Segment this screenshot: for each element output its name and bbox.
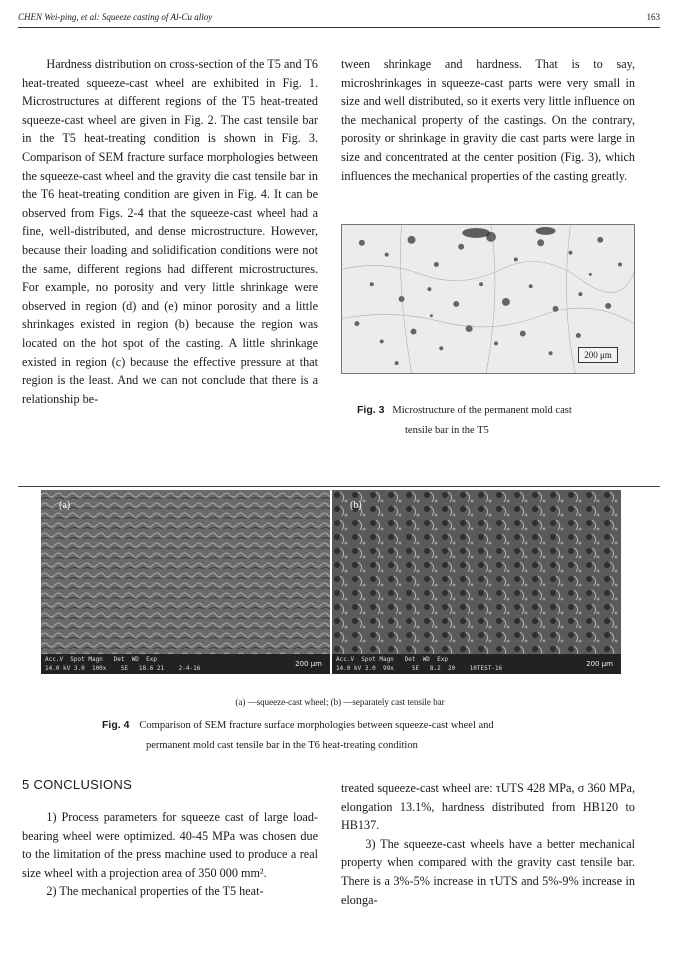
left-column xyxy=(22,55,318,408)
figure-3-caption xyxy=(357,400,637,441)
running-head: CHEN Wei-ping, et al: Squeeze casting of Al-Cu alloy xyxy=(18,12,213,22)
figure-3-tag: Fig. 3 xyxy=(357,404,385,416)
figure-4-caption-line2: permanent mold cast tensile bar in the T6 heat-treating condition xyxy=(146,740,418,751)
sem-image-a xyxy=(41,490,330,674)
figure-rule xyxy=(18,486,660,487)
figure-3-caption-text: Microstructure of the permanent mold cast xyxy=(392,405,572,416)
conclusion-item-3: 3) The squeeze-cast wheels have a better mechanical property when compared with the gravity cast tensile bar. There is a 3%-5% increase in τUTS and 5%-9% increase in elonga- xyxy=(341,836,635,907)
page-header xyxy=(18,8,660,28)
figure-4a-sem xyxy=(41,490,330,674)
body-paragraph: Hardness distribution on cross-section of the T5 and T6 heat-treated squeeze-cast wheel are exhibited in Fig. 1. Microstructures at different regions of the T5 heat-treated squeeze-cast wheel are given in Fig. 2. The cast tensile bar in the T5 heat-treating condition is shown in Fig. 3. Comparison of SEM fracture surface morphologies between the squeeze-cast wheel and the gravity die cast tensile bar in the T6 heat-treating condition are given in Fig. 4. It can be observed from Figs. 2-4 that the squeeze-cast wheel had a fine, well-distributed, and dense microstructure. However, because their loading and solidification conditions were not the same, different regions had different microstructures. For example, no porosity and very little shrinkage were observed in region (d) and (e) minor porosity and a little shrinkages existed in region (b) because the region was located on the hot spot of the casting. A little shrinkage existed in region (c) because the effective pressure at that region is the least. And we can not conclude that there is a relationship be- xyxy=(22,57,318,406)
conclusion-item-2-continued: treated squeeze-cast wheel are: τUTS 428 MPa, σ 360 MPa, elongation 13.1%, hardness distributed from HB120 to HB137. xyxy=(341,781,635,833)
sem-image-b xyxy=(332,490,621,674)
body-paragraph-continued: tween shrinkage and hardness. That is to say, microshrinkages in squeeze-cast parts were very small in size and well distributed, so it exerts very little influence on the mechanical property of the castings. On the contrary, porosity or shrinkage in gravity die cast parts were large in size and concentrated at the center position (Fig. 3), which influences the mechanical properties of the casting greatly. xyxy=(341,57,635,183)
panel-a-label: (a) xyxy=(59,500,71,511)
section-heading: 5 CONCLUSIONS xyxy=(22,777,133,792)
sem-info-bar-a: Acc.V Spot Magn Det WD Exp 14.0 kV 3.0 100x SE 18.6 21 2-4-16 xyxy=(41,654,330,674)
right-column xyxy=(341,55,635,185)
conclusions-right-column xyxy=(341,779,635,909)
panel-b-label: (b) xyxy=(350,500,362,511)
conclusion-item-2: 2) The mechanical properties of the T5 heat- xyxy=(46,884,264,899)
figure-4-caption-line1: Comparison of SEM fracture surface morphologies between squeeze-cast wheel and xyxy=(139,720,494,731)
conclusion-item-1: 1) Process parameters for squeeze cast of large load-bearing wheel were optimized. 40-45 MPa was chosen due to the limitation of the press machine used to produce a real size wheel with a projection area of 350 000 mm². xyxy=(22,810,318,880)
figure-3-micrograph xyxy=(341,224,635,374)
sem-info-bar-b: Acc.V Spot Magn Det WD Exp 14.0 kV 3.0 99x SE 8.2 20 10TEST-16 xyxy=(332,654,621,674)
figure-4-caption xyxy=(102,715,642,756)
header-rule xyxy=(18,27,660,28)
conclusions-left-column xyxy=(22,808,318,901)
page-number: 163 xyxy=(646,12,660,22)
figure-3-caption-line2: tensile bar in the T5 xyxy=(405,425,489,436)
scale-bar: 200 μm xyxy=(578,347,618,363)
figure-4-tag: Fig. 4 xyxy=(102,719,130,731)
figure-4b-sem xyxy=(332,490,621,674)
scale-bar-a: 200 μm xyxy=(295,660,322,668)
scale-bar-b: 200 μm xyxy=(586,660,613,668)
figure-4-sublabel: (a) —squeeze-cast wheel; (b) —separately cast tensile bar xyxy=(235,697,445,707)
